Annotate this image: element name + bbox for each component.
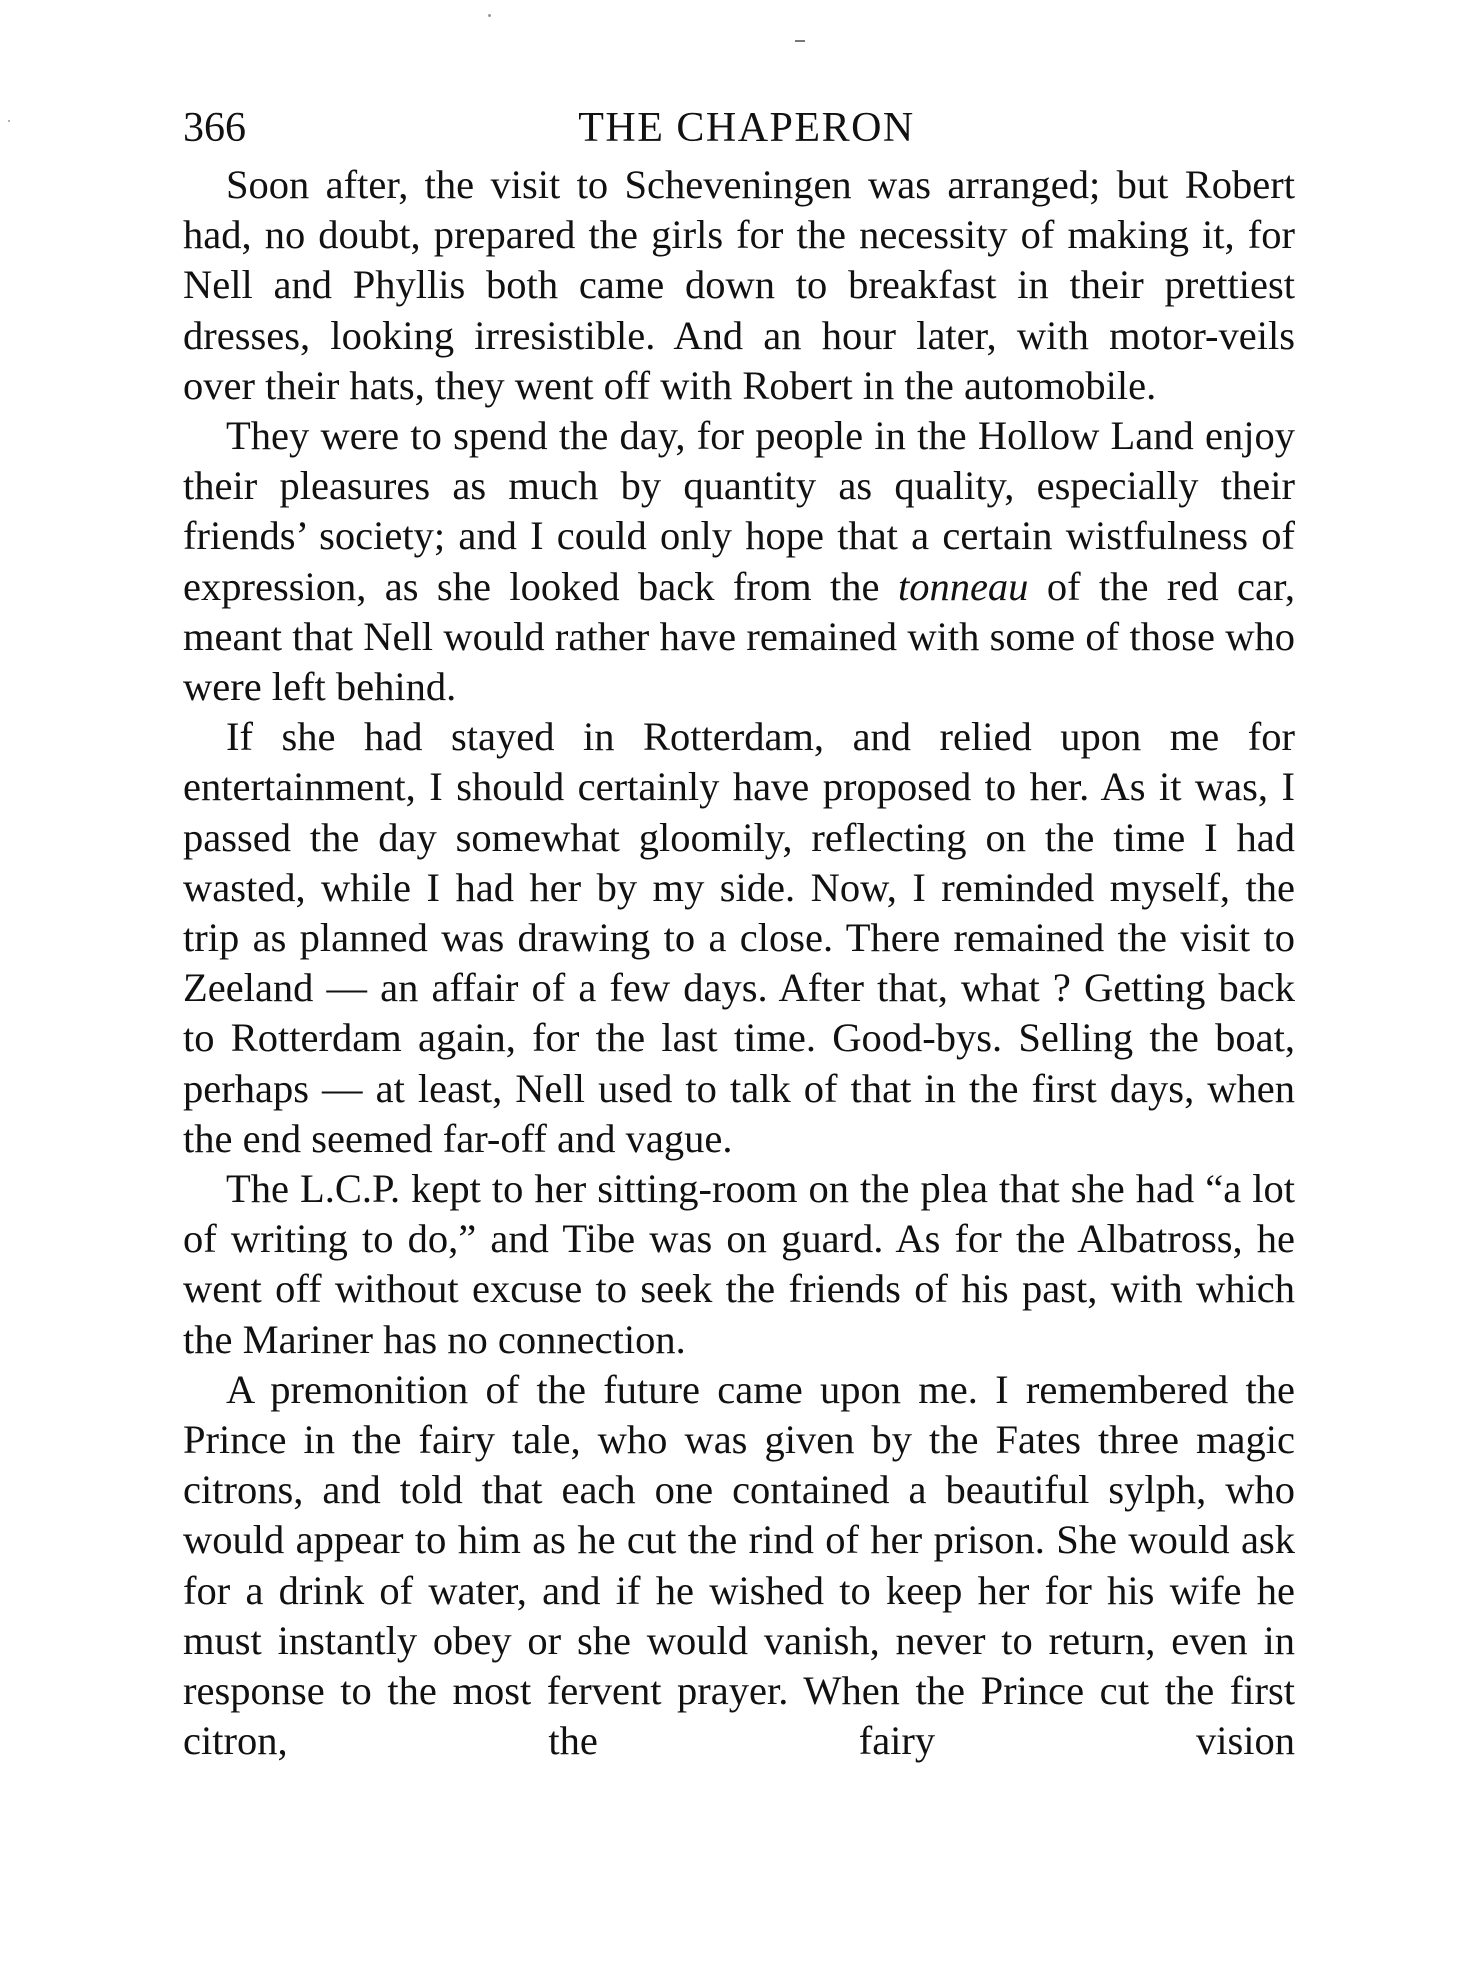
paragraph: If she had stayed in Rotterdam, and relied upon me for entertainment, I should certainly have proposed to her. As it was, I passed the day somewhat gloomily, reflecting on the time I had wasted, while I had her by my side. Now, I reminded myself, the trip as planned was drawing to a close. There remained the visit to Zeeland — an affair of a few days. After that, what ? Getting back to Rotterdam again, for the last time. Good-bys. Selling the boat, perhaps — at least, Nell used to talk of that in the first days, when the end seemed far-off and vague. [183,714,1295,1161]
scan-mark [795,40,805,42]
paragraph: Soon after, the visit to Scheveningen was arranged; but Robert had, no doubt, prepared the girls for the necessity of making it, for Nell and Phyllis both came down to breakfast in their prettiest dresses, looking irresistible. And an hour later, with motor-veils over their hats, they went off with Robert in the automobile. [183,162,1295,408]
paragraph [183,411,1295,712]
paragraph-text: of the red car, meant that Nell would rather have remained with some of those who were left behind. [183,563,1295,710]
page-number: 366 [183,105,246,151]
italic-word: tonneau [897,563,1029,609]
page-header [183,98,1290,158]
paragraph: The L.C.P. kept to her sitting-room on the plea that she had “a lot of writing to do,” and Tibe was on guard. As for the Albatross, he went off without excuse to seek the friends of his past, with which the Mariner has no connection. [183,1166,1295,1362]
paragraph-text: They were to spend the day, for people in the Hollow Land enjoy their pleasures as much by quantity as quality, especially their friends’ society; and I could only hope that a certain wistfulness of expression, as she looked back from the [183,413,1295,609]
scan-speck [488,14,491,17]
body-text [183,160,1295,1767]
scan-speck [8,120,10,122]
running-title: THE CHAPERON [578,105,915,151]
paragraph: A premonition of the future came upon me. I remembered the Prince in the fairy tale, who was given by the Fates three magic citrons, and told that each one contained a beautiful sylph, who would appear to him as he cut the rind of her prison. She would ask for a drink of water, and if he wished to keep her for his wife he must instantly obey or she would vanish, never to return, even in response to the most fervent prayer. When the Prince cut the first citron, the fairy vision [183,1366,1295,1764]
